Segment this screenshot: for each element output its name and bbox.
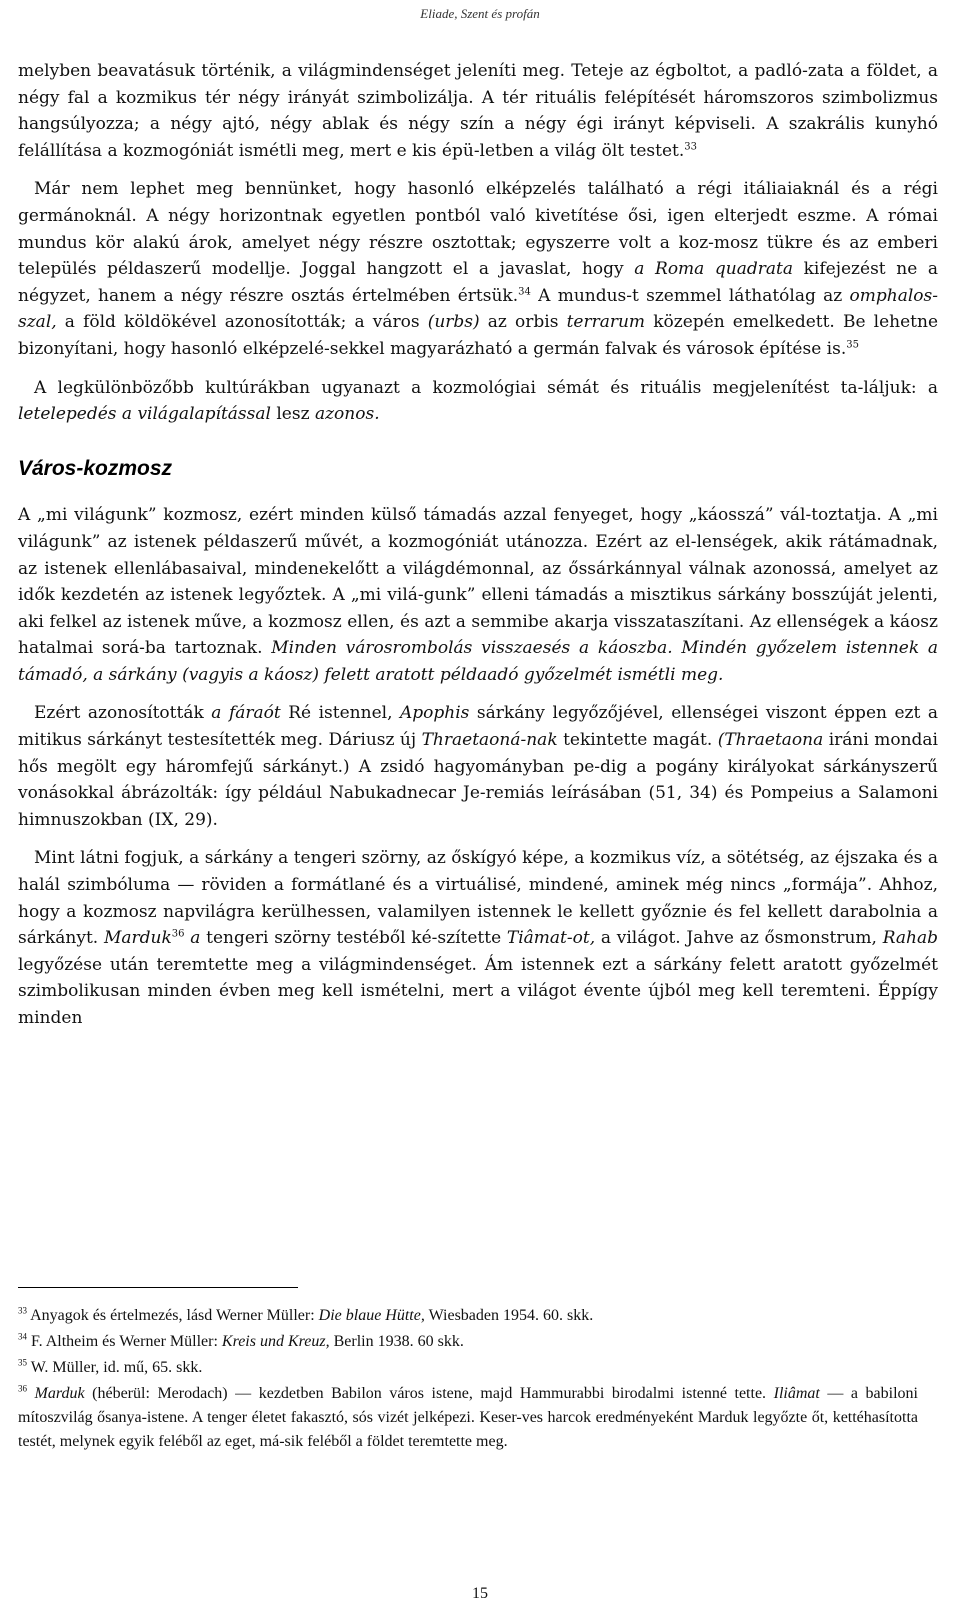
- footnote-ref-33[interactable]: 33: [684, 141, 698, 153]
- italic-text: Iliâmat: [773, 1385, 820, 1402]
- footnotes: [18, 1304, 918, 1456]
- footnote-number: 33: [18, 1305, 27, 1316]
- footnote-ref-35[interactable]: 35: [846, 339, 859, 351]
- text: F. Altheim és Werner Müller:: [27, 1333, 222, 1350]
- text: Berlin 1938. 60 skk.: [329, 1333, 464, 1350]
- italic-text: Tiâmat-ot,: [506, 928, 596, 949]
- text: közepén emelkedett. Be lehetne bizonyítani, hogy hasonló elképzelé-sekkel magyarázható a germán falvak és városok építése is.: [18, 312, 939, 359]
- italic-text: a fáraót: [211, 703, 281, 724]
- italic-text: Marduk: [103, 928, 172, 949]
- footnote-number: 35: [18, 1357, 27, 1368]
- text: Ré istennel,: [280, 703, 401, 724]
- text: Már nem lephet meg bennünket, hogy hasonló elképzelés található a régi itáliaiaknál és a régi germánoknál. A négy horizontnak egyetlen pontból való kivetítése ősi, igen elterjedt eszme. A római mundus kör alakú árok, amelyet négy részre osztottak; egyszerre volt a koz-mosz tükre és az emberi település példaszerű modellje. Joggal hangzott el a javaslat, hogy: [18, 179, 938, 280]
- italic-text: a Roma quadrata: [634, 259, 794, 280]
- page-number: 15: [472, 1585, 488, 1602]
- paragraph-2: [18, 176, 938, 362]
- text: a világot. Jahve az ősmonstrum,: [595, 928, 883, 949]
- text: — a babiloni mítoszvilág ősanya-istene. A tenger életet fakasztó, sós vizét jelképezi. Keser-ves harcok eredményeként Marduk legyőzte őt, kettéhasította testét, melynek egyik feléből az eget, má-sik feléből a földet teremtette meg.: [18, 1385, 918, 1450]
- paragraph-1: [18, 58, 938, 164]
- text: tengeri szörny testéből ké-szítette: [200, 928, 507, 949]
- text: A „mi világunk” kozmosz, ezért minden külső támadás azzal fenyeget, hogy „káosszá” vál-toztatja. A „mi világunk” az istenek példaszerű művét, a kozmogóniát utánozza. Ezért az el-lenségek, akik rátámadnak, az istenek ellenlábasaival, mindenekelőtt a világdémonnal, az őssárkánnyal válnak azonossá, amelyet az idők kezdetén az istenek legyőztek. A „mi vilá-gunk” elleni támadás a misztikus sárkány bosszúját jelenti, aki felkel az istenek műve, a kozmosz ellen, és azt a semmibe akarja visszataszítani. Az ellenségek a káosz hatalmai sorá-ba tartoznak.: [18, 505, 938, 659]
- paragraph-5: [18, 700, 938, 833]
- italic-text: Marduk: [27, 1385, 85, 1402]
- italic-text: Apophis: [400, 703, 470, 724]
- text: a föld köldökével azonosították; a város: [56, 312, 428, 333]
- text: A legkülönbözőbb kultúrákban ugyanazt a kozmológiai sémát és rituális megjelenítést ta-láljuk: a: [34, 377, 938, 398]
- text: sárkány legyőzőjével, ellenségei viszont éppen ezt a mitikus sárkányt testesítették meg. Dáriusz új: [18, 703, 938, 751]
- text: (héberül: Merodach) — kezdetben Babilon város istene, majd Hammurabbi birodalmi istenné tette.: [84, 1385, 774, 1402]
- italic-text: omphalos-szal,: [18, 285, 938, 333]
- text: melyben beavatásuk történik, a világmindenséget jeleníti meg. Teteje az égboltot, a padló-zata a földet, a négy fal a kozmikus tér négy irányát szimbolizálja. A tér rituális felépítését háromszoros szimbolizmus hangsúlyozza; a négy ajtó, négy ablak és négy szín a négy égi irányt képviseli. A szakrális kunyhó felállítása a kozmogóniát ismétli meg, mert e kis épü-letben a világ ölt testet.: [18, 61, 938, 161]
- text: tekintette magát.: [557, 730, 718, 751]
- section-heading: Város-kozmosz: [18, 456, 173, 480]
- text: W. Müller, id. mű, 65. skk.: [27, 1359, 203, 1376]
- running-head: Eliade, Szent és profán: [420, 6, 540, 21]
- italic-text: (urbs): [427, 312, 480, 333]
- paragraph-6: [18, 845, 938, 1031]
- italic-text: Thraetaoná-nak: [421, 730, 558, 751]
- paragraph-3: [18, 375, 938, 428]
- italic-text: Die blaue Hütte,: [318, 1307, 425, 1324]
- italic-text: Minden városrombolás visszaesés a káoszba. Mindén győzelem istennek a támadó, a sárkány (vagyis a káosz) felett aratott példaadó győzelmét ismétli meg.: [18, 638, 938, 685]
- italic-text: terrarum: [566, 312, 646, 333]
- footnote-number: 34: [18, 1331, 27, 1342]
- italic-text: letelepedés a világalapítással: [18, 404, 271, 425]
- italic-text: Rahab: [882, 928, 938, 949]
- text: Mint látni fogjuk, a sárkány a tengeri szörny, az őskígyó képe, a kozmikus víz, a sötétség, az éjszaka és a halál szimbóluma — röviden a formátlané és a virtuálisé, mindené, aminek még nincs „formája”. Ahhoz, hogy a kozmosz napvilágra kerülhessen, valamilyen istennek le kellett győznie és fel kellett darabolnia a sárkányt.: [18, 848, 938, 949]
- footnote-35: [18, 1356, 918, 1380]
- italic-text: azonos.: [314, 404, 380, 425]
- text: kifejezést ne a négyzet, hanem a négy részre osztás értelmében értsük.: [18, 259, 939, 306]
- paragraph-4: [18, 502, 938, 688]
- text: lesz: [270, 404, 315, 425]
- text: Wiesbaden 1954. 60. skk.: [424, 1307, 594, 1324]
- footnote-ref-36[interactable]: 36: [171, 928, 185, 940]
- italic-text: (Thraetaona: [717, 730, 824, 751]
- text: A mundus-t szemmel láthatólag az: [530, 285, 850, 306]
- footnote-36: [18, 1382, 918, 1454]
- text: legyőzése után teremtette meg a világmindenséget. Ám istennek ezt a sárkány felett aratott győzelmét szimbolikusan minden évben meg kell ismételni, mert a világot évente újból meg kell teremteni. Éppígy minden: [18, 954, 938, 1028]
- footnote-33: [18, 1304, 918, 1328]
- italic-text: a: [184, 928, 201, 949]
- footnote-number: 36: [18, 1383, 27, 1394]
- footnote-34: [18, 1330, 918, 1354]
- text: az orbis: [479, 312, 567, 333]
- body-text: [18, 58, 938, 1044]
- text: Anyagok és értelmezés, lásd Werner Müller:: [27, 1307, 319, 1324]
- text: iráni mondai hős megölt egy háromfejű sárkányt.) A zsidó hagyományban pe-dig a pogány királyokat sárkányszerű vonásokkal ábrázolták: így például Nabukadnecar Je-remiás leírásában (51, 34) és Pompeius a Salamoni himnuszokban (IX, 29).: [18, 730, 938, 830]
- text: Ezért azonosították: [34, 703, 212, 724]
- italic-text: Kreis und Kreuz,: [221, 1333, 330, 1350]
- footnote-ref-34[interactable]: 34: [518, 286, 531, 298]
- footnote-divider: [18, 1287, 298, 1288]
